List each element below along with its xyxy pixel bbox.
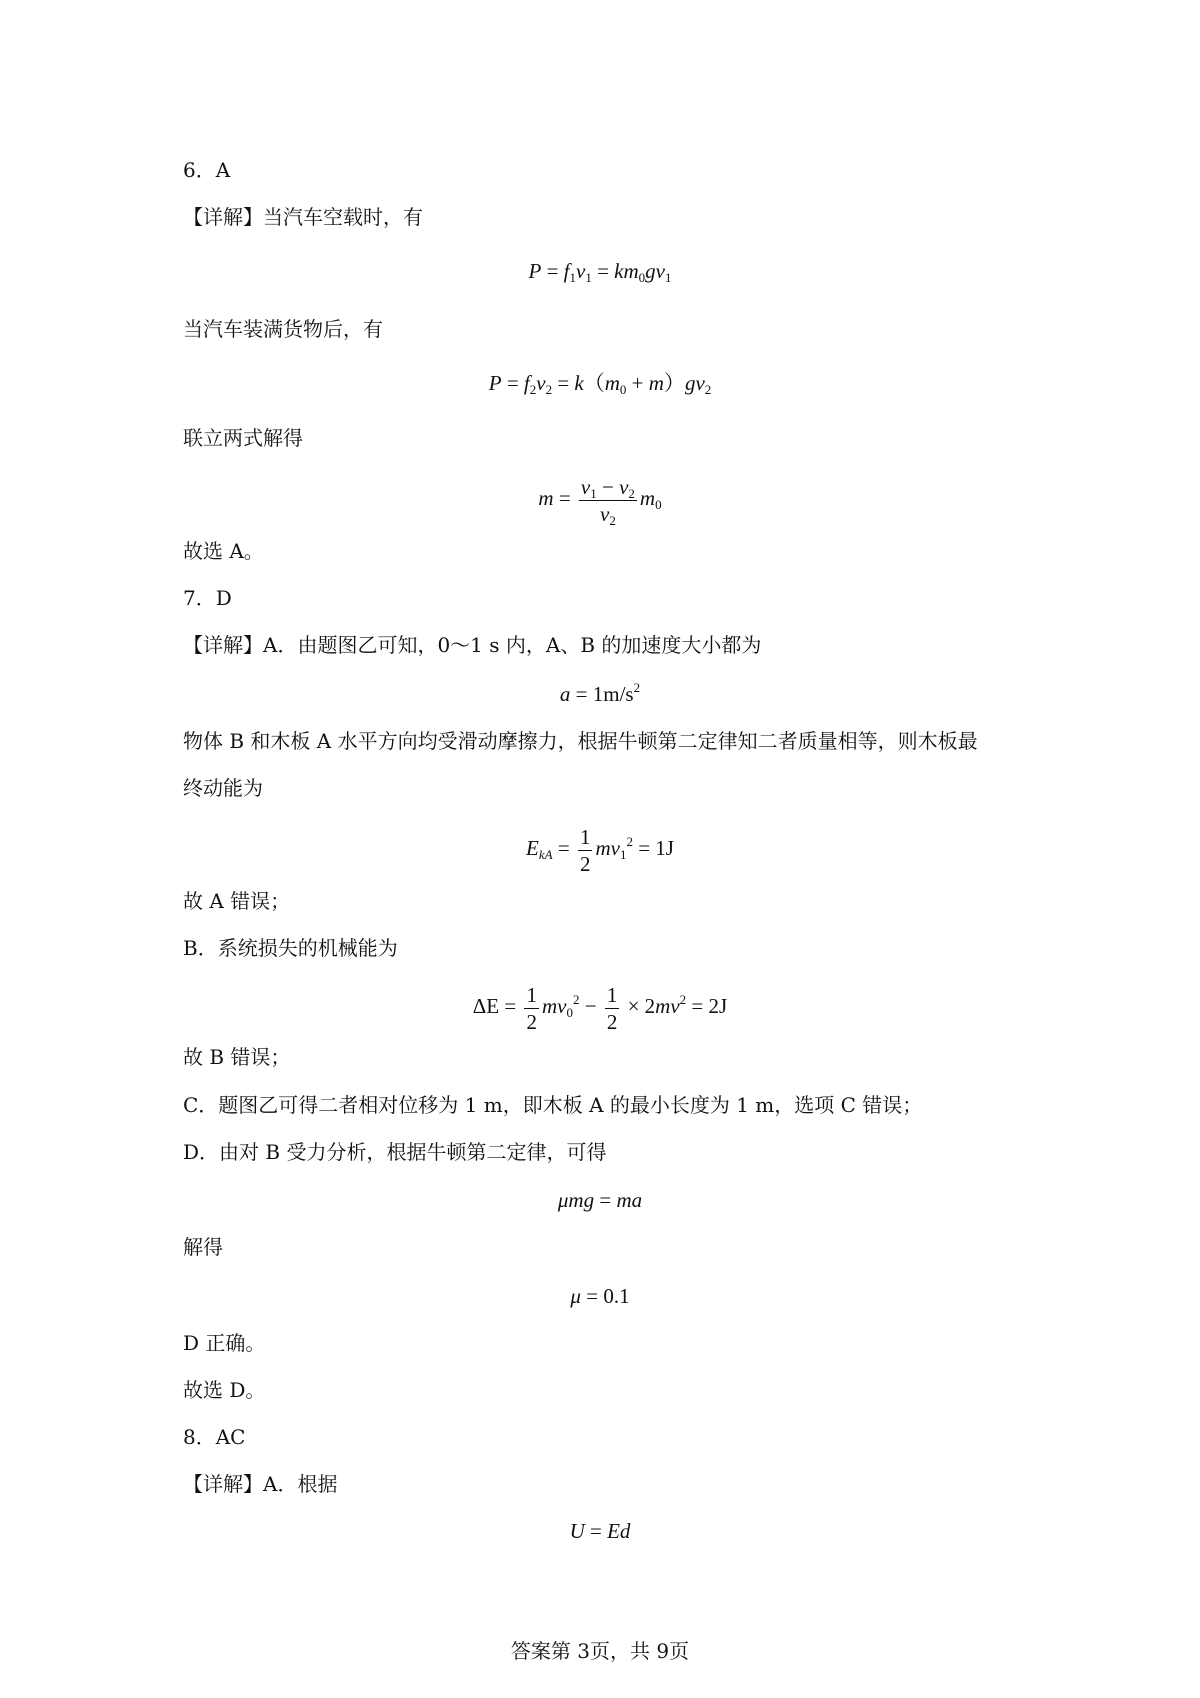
q6-combine-text: 联立两式解得	[183, 426, 303, 450]
q7-option-b-wrong: 故 B 错误；	[183, 1045, 291, 1069]
q6-conclusion: 故选 A。	[183, 539, 264, 563]
q7-option-a-wrong: 故 A 错误；	[183, 889, 291, 913]
q7-conclusion: 故选 D。	[183, 1378, 266, 1402]
q7-explanation-intro: 【详解】A．由题图乙可知，0～1 s 内，A、B 的加速度大小都为	[183, 633, 762, 657]
formula-voltage-field: U = Ed	[569, 1519, 631, 1543]
formula-friction-coefficient: μ = 0.1	[570, 1284, 630, 1308]
fraction: $\frac{1}{2}$	[606, 982, 618, 1034]
q8-answer-heading: 8．AC	[183, 1425, 246, 1449]
q6-answer-heading: 6．A	[183, 158, 231, 182]
q7-solve-text: 解得	[183, 1235, 223, 1259]
q7-option-d-text: D．由对 B 受力分析，根据牛顿第二定律，可得	[183, 1140, 607, 1164]
fraction: $\frac{1}{2}$	[526, 982, 537, 1034]
formula-friction-newton: μmg = ma	[557, 1188, 643, 1212]
formula-cargo-mass: m = $\frac{v_1 - v_2}{v_2}$ $m_0$	[538, 474, 662, 528]
formula-board-kinetic-energy: $E_{kA}$ = $\frac{1}{2}$ $mv_1^2 = 1J$	[526, 824, 674, 876]
q8-explanation-intro: 【详解】A．根据	[183, 1472, 338, 1496]
formula-acceleration: $a = 1m/s^2$	[559, 680, 641, 706]
formula-full-load-power: $P = f_2v_2 = k(m_0 + m)gv_2$	[488, 371, 712, 397]
q7-answer-heading: 7．D	[183, 586, 232, 610]
q6-explanation-intro: 【详解】当汽车空载时，有	[183, 205, 423, 229]
q6-full-load-text: 当汽车装满货物后，有	[183, 317, 383, 341]
q7-friction-text: 物体 B 和木板 A 水平方向均受滑动摩擦力，根据牛顿第二定律知二者质量相等，则木板最	[183, 729, 978, 753]
fraction: $\frac{1}{2}$	[579, 824, 591, 876]
q7-option-d-correct: D 正确。	[183, 1331, 266, 1355]
fraction: $\frac{v_1 - v_2}{v_2}$	[580, 474, 635, 528]
q7-option-b-text: B．系统损失的机械能为	[183, 936, 398, 960]
page-footer: 答案第 3页，共 9页	[510, 1639, 690, 1663]
formula-mechanical-energy-loss: ΔE = $\frac{1}{2}$ $mv_0^2$ − $\frac{1}{2}$ × $2mv^2 = 2J$	[472, 982, 728, 1034]
q7-option-c-text: C．题图乙可得二者相对位移为 1 m，即木板 A 的最小长度为 1 m，选项 C 错误；	[183, 1093, 923, 1117]
q7-kinetic-energy-text: 终动能为	[183, 776, 263, 800]
formula-empty-load-power: $P = f_1v_1 = km_0gv_1$	[528, 259, 672, 285]
